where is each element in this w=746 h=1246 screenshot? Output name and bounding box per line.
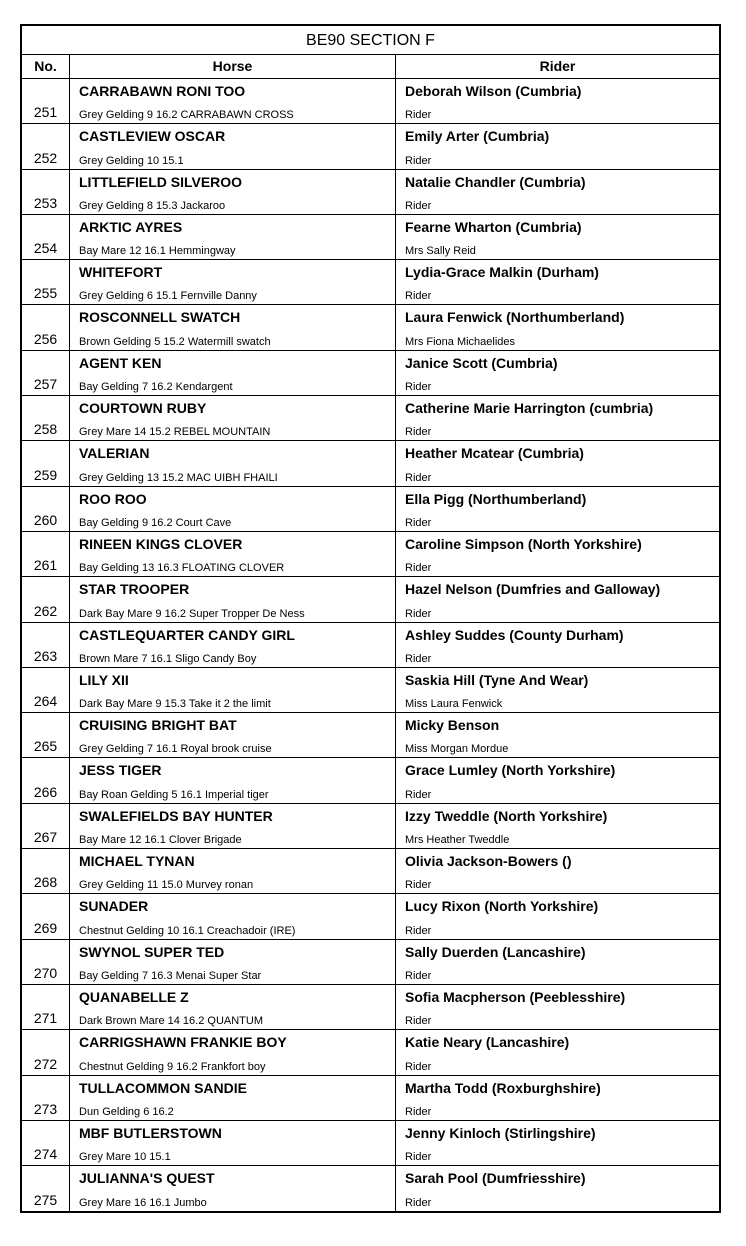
horse-details: Dark Bay Mare 9 15.3 Take it 2 the limit [79, 698, 271, 711]
horse-name: MBF BUTLERSTOWN [79, 1124, 222, 1141]
table-row [22, 577, 719, 622]
horse-details: Brown Mare 7 16.1 Sligo Candy Boy [79, 652, 257, 665]
entry-number: 275 [22, 1166, 70, 1211]
rider-cell [396, 260, 719, 304]
rider-cell [396, 758, 719, 802]
horse-details: Dun Gelding 6 16.2 [79, 1105, 174, 1118]
horse-name: TULLACOMMON SANDIE [79, 1079, 247, 1096]
rider-name: Ella Pigg (Northumberland) [405, 490, 587, 507]
table-row [22, 894, 719, 939]
section-title: BE90 SECTION F [22, 26, 719, 55]
horse-name: COURTOWN RUBY [79, 400, 207, 417]
table-row [22, 351, 719, 396]
rider-name: Laura Fenwick (Northumberland) [405, 309, 625, 326]
horse-name: ARKTIC AYRES [79, 218, 183, 235]
horse-name: ROSCONNELL SWATCH [79, 309, 241, 326]
rider-cell [396, 985, 719, 1029]
header-rider: Rider [539, 58, 576, 74]
horse-cell [70, 532, 396, 576]
rider-name: Katie Neary (Lancashire) [405, 1034, 570, 1051]
table-row [22, 441, 719, 486]
entry-number: 273 [22, 1076, 70, 1120]
owner-name: Miss Laura Fenwick [405, 698, 503, 711]
horse-details: Bay Mare 12 16.1 Hemmingway [79, 245, 236, 258]
rider-name: Heather Mcatear (Cumbria) [405, 445, 584, 462]
entry-number: 270 [22, 940, 70, 984]
owner-name: Rider [405, 924, 432, 937]
rider-cell [396, 894, 719, 938]
horse-details: Dark Bay Mare 9 16.2 Super Tropper De Ness [79, 607, 305, 620]
horse-cell [70, 305, 396, 349]
owner-name: Rider [405, 1060, 432, 1073]
rider-cell [396, 1121, 719, 1165]
horse-cell [70, 849, 396, 893]
owner-name: Miss Morgan Mordue [405, 743, 509, 756]
horse-cell [70, 396, 396, 440]
horse-cell [70, 894, 396, 938]
table-row [22, 1166, 719, 1211]
horse-cell [70, 1030, 396, 1074]
entry-number: 252 [22, 124, 70, 168]
rider-name: Catherine Marie Harrington (cumbria) [405, 400, 654, 417]
owner-name: Rider [405, 1151, 432, 1164]
horse-name: RINEEN KINGS CLOVER [79, 535, 243, 552]
rider-name: Jenny Kinloch (Stirlingshire) [405, 1124, 596, 1141]
rider-name: Ashley Suddes (County Durham) [405, 626, 624, 643]
table-row [22, 804, 719, 849]
entry-number: 256 [22, 305, 70, 349]
entry-list [22, 79, 719, 1211]
horse-cell [70, 215, 396, 259]
horse-name: WHITEFORT [79, 264, 163, 281]
horse-name: VALERIAN [79, 445, 150, 462]
entry-number: 254 [22, 215, 70, 259]
horse-name: CARRABAWN RONI TOO [79, 83, 246, 99]
entry-number: 260 [22, 487, 70, 531]
horse-details: Grey Mare 10 15.1 [79, 1151, 171, 1164]
owner-name: Rider [405, 788, 432, 801]
entry-number: 267 [22, 804, 70, 848]
rider-cell [396, 396, 719, 440]
horse-details: Grey Gelding 9 16.2 CARRABAWN CROSS [79, 109, 294, 122]
owner-name: Rider [405, 471, 432, 484]
rider-cell [396, 305, 719, 349]
entry-number: 262 [22, 577, 70, 621]
horse-cell [70, 940, 396, 984]
owner-name: Mrs Heather Tweddle [405, 834, 510, 847]
rider-cell [396, 441, 719, 485]
rider-name: Olivia Jackson-Bowers () [405, 853, 572, 870]
horse-name: SWALEFIELDS BAY HUNTER [79, 807, 273, 824]
owner-name: Rider [405, 199, 432, 212]
rider-name: Caroline Simpson (North Yorkshire) [405, 535, 642, 552]
owner-name: Rider [405, 969, 432, 982]
horse-name: QUANABELLE Z [79, 988, 189, 1005]
horse-details: Bay Gelding 9 16.2 Court Cave [79, 516, 232, 529]
entry-number: 272 [22, 1030, 70, 1074]
table-row [22, 849, 719, 894]
horse-details: Bay Roan Gelding 5 16.1 Imperial tiger [79, 788, 269, 801]
table-row [22, 1121, 719, 1166]
horse-cell [70, 260, 396, 304]
horse-cell [70, 1076, 396, 1120]
horse-details: Grey Gelding 11 15.0 Murvey ronan [79, 879, 254, 892]
horse-details: Dark Brown Mare 14 16.2 QUANTUM [79, 1015, 263, 1028]
horse-name: ROO ROO [79, 490, 147, 507]
table-row [22, 532, 719, 577]
horse-name: CARRIGSHAWN FRANKIE BOY [79, 1034, 287, 1051]
horse-cell [70, 351, 396, 395]
rider-name: Sally Duerden (Lancashire) [405, 943, 586, 960]
horse-cell [70, 79, 396, 123]
horse-details: Bay Mare 12 16.1 Clover Brigade [79, 834, 242, 847]
horse-cell [70, 577, 396, 621]
rider-cell [396, 804, 719, 848]
rider-name: Grace Lumley (North Yorkshire) [405, 762, 616, 779]
rider-cell [396, 351, 719, 395]
horse-name: JESS TIGER [79, 762, 162, 779]
horse-details: Grey Mare 14 15.2 REBEL MOUNTAIN [79, 426, 271, 439]
rider-cell [396, 487, 719, 531]
table-row [22, 487, 719, 532]
horse-details: Grey Gelding 8 15.3 Jackaroo [79, 199, 226, 212]
owner-name: Rider [405, 879, 432, 892]
table-row [22, 170, 719, 215]
horse-details: Chestnut Gelding 10 16.1 Creachadoir (IRE) [79, 924, 296, 937]
owner-name: Mrs Fiona Michaelides [405, 335, 516, 348]
horse-name: CRUISING BRIGHT BAT [79, 717, 237, 734]
rider-name: Fearne Wharton (Cumbria) [405, 218, 582, 235]
entry-number: 269 [22, 894, 70, 938]
horse-name: LITTLEFIELD SILVEROO [79, 173, 243, 190]
header-row [22, 55, 719, 79]
table-row [22, 668, 719, 713]
table-row [22, 79, 719, 124]
entry-number: 251 [22, 79, 70, 123]
rider-name: Janice Scott (Cumbria) [405, 354, 558, 371]
rider-cell [396, 577, 719, 621]
rider-name: Natalie Chandler (Cumbria) [405, 173, 586, 190]
rider-cell [396, 1076, 719, 1120]
table-row [22, 985, 719, 1030]
entry-number: 265 [22, 713, 70, 757]
horse-name: SUNADER [79, 898, 149, 915]
horse-cell [70, 487, 396, 531]
horse-details: Brown Gelding 5 15.2 Watermill swatch [79, 335, 271, 348]
table-row [22, 1030, 719, 1075]
table-row [22, 215, 719, 260]
horse-details: Chestnut Gelding 9 16.2 Frankfort boy [79, 1060, 266, 1073]
horse-cell [70, 985, 396, 1029]
table-row [22, 124, 719, 169]
rider-name: Izzy Tweddle (North Yorkshire) [405, 807, 608, 824]
horse-name: CASTLEVIEW OSCAR [79, 128, 226, 145]
horse-cell [70, 713, 396, 757]
rider-name: Sarah Pool (Dumfriesshire) [405, 1170, 586, 1187]
horse-name: MICHAEL TYNAN [79, 853, 195, 870]
owner-name: Rider [405, 426, 432, 439]
rider-cell [396, 713, 719, 757]
rider-name: Hazel Nelson (Dumfries and Galloway) [405, 581, 661, 598]
owner-name: Mrs Sally Reid [405, 245, 476, 258]
entry-number: 266 [22, 758, 70, 802]
rider-cell [396, 623, 719, 667]
horse-cell [70, 170, 396, 214]
table-row [22, 940, 719, 985]
owner-name: Rider [405, 607, 432, 620]
table-row [22, 623, 719, 668]
rider-cell [396, 170, 719, 214]
owner-name: Rider [405, 1015, 432, 1028]
owner-name: Rider [405, 652, 432, 665]
table-row [22, 260, 719, 305]
horse-cell [70, 124, 396, 168]
entry-number: 264 [22, 668, 70, 712]
start-list-table [20, 24, 721, 1213]
owner-name: Rider [405, 109, 432, 122]
horse-details: Grey Gelding 7 16.1 Royal brook cruise [79, 743, 272, 756]
rider-cell [396, 940, 719, 984]
horse-name: SWYNOL SUPER TED [79, 943, 225, 960]
rider-cell [396, 532, 719, 576]
rider-cell [396, 849, 719, 893]
owner-name: Rider [405, 1197, 432, 1210]
table-row [22, 396, 719, 441]
entry-number: 255 [22, 260, 70, 304]
rider-cell [396, 79, 719, 123]
entry-number: 274 [22, 1121, 70, 1165]
horse-name: STAR TROOPER [79, 581, 190, 598]
horse-cell [70, 758, 396, 802]
rider-name: Emily Arter (Cumbria) [405, 128, 550, 145]
horse-details: Bay Gelding 7 16.3 Menai Super Star [79, 969, 262, 982]
owner-name: Rider [405, 381, 432, 394]
header-horse: Horse [70, 55, 396, 78]
entry-number: 258 [22, 396, 70, 440]
horse-name: LILY XII [79, 671, 129, 688]
rider-cell [396, 1030, 719, 1074]
owner-name: Rider [405, 562, 432, 575]
owner-name: Rider [405, 290, 432, 303]
entry-number: 271 [22, 985, 70, 1029]
horse-cell [70, 1121, 396, 1165]
rider-name: Lydia-Grace Malkin (Durham) [405, 264, 599, 281]
rider-name: Micky Benson [405, 717, 500, 734]
horse-cell [70, 441, 396, 485]
rider-name: Deborah Wilson (Cumbria) [405, 83, 582, 99]
rider-cell [396, 668, 719, 712]
horse-details: Grey Gelding 10 15.1 [79, 154, 184, 167]
entry-number: 268 [22, 849, 70, 893]
horse-name: JULIANNA'S QUEST [79, 1170, 215, 1187]
owner-name: Rider [405, 154, 432, 167]
horse-details: Grey Mare 16 16.1 Jumbo [79, 1197, 207, 1210]
table-row [22, 1076, 719, 1121]
horse-cell [70, 623, 396, 667]
table-row [22, 713, 719, 758]
horse-details: Grey Gelding 13 15.2 MAC UIBH FHAILI [79, 471, 278, 484]
horse-name: CASTLEQUARTER CANDY GIRL [79, 626, 295, 643]
rider-cell [396, 1166, 719, 1211]
rider-name: Sofia Macpherson (Peeblesshire) [405, 988, 626, 1005]
header-no: No. [22, 55, 70, 78]
horse-cell [70, 1166, 396, 1211]
rider-cell [396, 124, 719, 168]
entry-number: 253 [22, 170, 70, 214]
entry-number: 261 [22, 532, 70, 576]
table-row [22, 305, 719, 350]
entry-number: 257 [22, 351, 70, 395]
rider-name: Lucy Rixon (North Yorkshire) [405, 898, 599, 915]
entry-number: 259 [22, 441, 70, 485]
rider-name: Saskia Hill (Tyne And Wear) [405, 671, 589, 688]
owner-name: Rider [405, 516, 432, 529]
horse-details: Bay Gelding 7 16.2 Kendargent [79, 381, 233, 394]
table-row [22, 758, 719, 803]
horse-name: AGENT KEN [79, 354, 162, 371]
horse-cell [70, 804, 396, 848]
rider-name: Martha Todd (Roxburghshire) [405, 1079, 601, 1096]
rider-cell [396, 215, 719, 259]
horse-cell [70, 668, 396, 712]
horse-details: Bay Gelding 13 16.3 FLOATING CLOVER [79, 562, 285, 575]
owner-name: Rider [405, 1105, 432, 1118]
horse-details: Grey Gelding 6 15.1 Fernville Danny [79, 290, 257, 303]
entry-number: 263 [22, 623, 70, 667]
